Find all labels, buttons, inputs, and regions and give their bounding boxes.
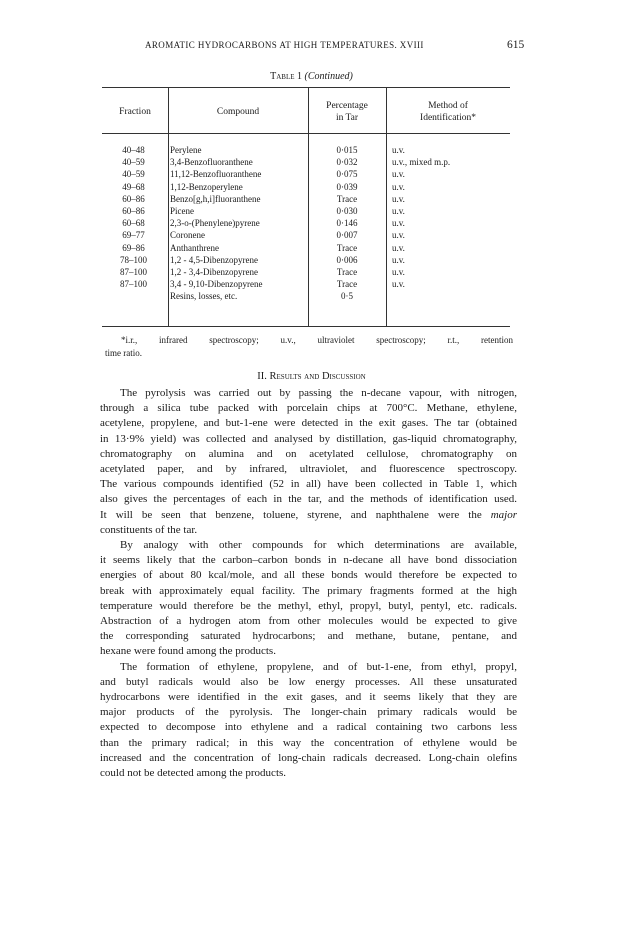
cell-compound: Coronene (170, 230, 205, 241)
cell-compound: Resins, losses, etc. (170, 291, 238, 302)
body-paragraph (100, 386, 517, 538)
table-bottom-rule (102, 326, 510, 327)
cell-method: u.v. (392, 193, 405, 204)
text-line: through a silica tube packed with porcelain chips at 700°C. Methane, ethylene, (100, 402, 517, 415)
cell-fraction: 69–86 (122, 242, 145, 253)
cell-method: u.v. (392, 267, 405, 277)
running-title: AROMATIC HYDROCARBONS AT HIGH TEMPERATURES. XVIII (145, 40, 424, 50)
header-method-line2: Identification* (420, 113, 476, 123)
table-header-rule (102, 133, 510, 134)
cell-fraction: 40–48 (122, 145, 145, 155)
cell-compound: Perylene (170, 145, 202, 155)
text-line: increased and the concentration of long-chain radicals decreased. Long-chain olefins (100, 751, 517, 764)
body-text (100, 386, 517, 781)
text-line: The various compounds identified (52 in all) have been collected in Table 1, which (100, 478, 517, 491)
table-row (102, 290, 510, 302)
table-row (102, 217, 510, 229)
body-paragraph (100, 538, 517, 660)
cell-fraction: 40–59 (122, 169, 145, 180)
table-row (102, 278, 510, 290)
cell-method: u.v. (392, 279, 405, 290)
emphasis-word: major (490, 508, 517, 521)
text-line: acetylene, propylene, and but-1-ene were detected in the exit gases. The tar (obtained (100, 417, 517, 430)
header-fraction: Fraction (119, 107, 151, 117)
table-footnote (105, 334, 513, 359)
cell-percentage: 0·015 (336, 145, 358, 155)
table-caption-label: Table 1 (270, 71, 303, 82)
cell-compound: 3,4-Benzofluoranthene (170, 157, 253, 168)
footnote-line: time ratio. (105, 347, 142, 358)
page-number: 615 (507, 39, 525, 51)
header-method (386, 100, 510, 124)
header-percentage-line2: in Tar (335, 113, 359, 123)
cell-compound: 2,3-o-(Phenylene)pyrene (170, 218, 260, 229)
section-title: Results and Discussion (269, 371, 366, 382)
footnote-line: *i.r., infrared spectroscopy; u.v., ultraviolet spectroscopy; r.t., retention (121, 335, 513, 345)
text-line: hydrocarbons were identified in the exit gases, and it seems likely that they are (100, 691, 517, 704)
cell-percentage: 0·032 (336, 157, 358, 168)
text-line: The pyrolysis was carried out by passing the n-decane vapour, with nitrogen, (120, 387, 517, 399)
table-row (102, 193, 510, 205)
text-line: major products of the pyrolysis. The longer-chain primary radicals would be (100, 706, 517, 719)
cell-percentage: Trace (336, 279, 358, 290)
section-heading (0, 371, 623, 382)
cell-method: u.v. (392, 181, 405, 192)
text-line: hexane were found among the products. (100, 645, 276, 658)
text-line: acetylated paper, and by infrared, ultraviolet, and fluorescence spectroscopy. (100, 463, 517, 476)
text-line: than the primary radical; in this way the concentration of ethylene would be (100, 736, 517, 749)
cell-compound: Benzo[g,h,i]fluoranthene (170, 193, 261, 204)
text-line: expected to decompose into ethylene and a radical containing two carbons less (100, 721, 517, 734)
cell-fraction: 49–68 (122, 181, 145, 192)
cell-percentage: 0·006 (336, 254, 358, 265)
table-row (102, 181, 510, 193)
cell-method: u.v. (392, 145, 405, 155)
cell-percentage: Trace (336, 267, 358, 277)
text-line: could not be detected among the products. (100, 767, 287, 780)
cell-compound: 1,2 - 4,5-Dibenzopyrene (170, 254, 258, 265)
cell-method: u.v., mixed m.p. (392, 157, 451, 168)
header-compound: Compound (216, 107, 260, 117)
text-line: it seems likely that the carbon–carbon bonds in n-decane all have bond dissociation (100, 554, 517, 567)
table-caption-continued: (Continued) (304, 71, 353, 82)
table-row (102, 144, 510, 156)
cell-fraction: 60–86 (122, 206, 145, 216)
header-percentage-line1: Percentage (326, 101, 368, 111)
table-row (102, 168, 510, 180)
cell-fraction: 60–68 (122, 218, 145, 229)
table-caption (0, 71, 623, 82)
cell-fraction: 69–77 (122, 230, 145, 241)
cell-percentage: Trace (336, 193, 358, 204)
cell-fraction: 87–100 (120, 267, 147, 277)
cell-compound: Anthanthrene (170, 242, 219, 253)
cell-method: u.v. (392, 254, 405, 265)
cell-percentage: 0·5 (341, 291, 353, 302)
text-line: and butyl radicals would also be low energy processes. All these unsaturated (100, 675, 517, 688)
table-row (102, 266, 510, 278)
table-row (102, 229, 510, 241)
text-line: break with approximately equal facility. The primary fragments formed at the high (100, 584, 517, 597)
cell-method: u.v. (392, 206, 405, 216)
text-line: The formation of ethylene, propylene, and of but-1-ene, from ethyl, propyl, (120, 660, 517, 673)
text-line: temperature would therefore be the methyl, ethyl, propyl, butyl, pentyl, etc. radicals. (100, 599, 517, 612)
body-paragraph (100, 660, 517, 782)
cell-fraction: 40–59 (122, 157, 145, 168)
text-line: It will be seen that benzene, toluene, styrene, and naphthalene were the major (100, 508, 517, 521)
text-line: also gives the percentages of each in the tar, and the methods of identification used. (100, 493, 517, 506)
cell-compound: Picene (170, 206, 194, 216)
text-line: chromatography on alumina and on acetylated cellulose, chromatography on (100, 447, 517, 460)
header-percentage (308, 100, 386, 124)
text-line: in 13·9% yield) was collected and analysed by distillation, gas-liquid chromatography, (100, 432, 517, 445)
text-line: By analogy with other compounds for which determinations are available, (120, 539, 517, 552)
cell-compound: 1,12-Benzoperylene (170, 181, 243, 192)
text-line: energies of about 80 kcal/mole, and all these bonds would therefore be expected to (100, 569, 517, 582)
cell-percentage: 0·146 (336, 218, 358, 229)
cell-method: u.v. (392, 242, 405, 253)
cell-compound: 1,2 - 3,4-Dibenzopyrene (170, 267, 258, 277)
header-method-line1: Method of (428, 101, 468, 111)
cell-percentage: Trace (336, 242, 358, 253)
table-row (102, 254, 510, 266)
cell-percentage: 0·075 (336, 169, 358, 180)
table-row (102, 242, 510, 254)
cell-percentage: 0·007 (336, 230, 358, 241)
cell-method: u.v. (392, 230, 405, 241)
text-line: Abstraction of a hydrogen atom from other molecules would be expected to give (100, 615, 517, 628)
cell-fraction: 78–100 (120, 254, 147, 265)
running-head (0, 40, 623, 54)
section-numeral: II. (257, 371, 267, 382)
cell-method: u.v. (392, 169, 405, 180)
table-row (102, 205, 510, 217)
text-line: constituents of the tar. (100, 523, 198, 536)
cell-compound: 11,12-Benzofluoranthene (170, 169, 262, 180)
cell-percentage: 0·030 (336, 206, 358, 216)
cell-method: u.v. (392, 218, 405, 229)
cell-percentage: 0·039 (336, 181, 358, 192)
table-top-rule (102, 87, 510, 88)
cell-compound: 3,4 - 9,10-Dibenzopyrene (170, 279, 263, 290)
table-row (102, 156, 510, 168)
text-line: the corresponding saturated hydrocarbons; and methane, butane, pentane, and (100, 630, 517, 643)
cell-fraction: 87–100 (120, 279, 147, 290)
cell-fraction: 60–86 (122, 193, 145, 204)
